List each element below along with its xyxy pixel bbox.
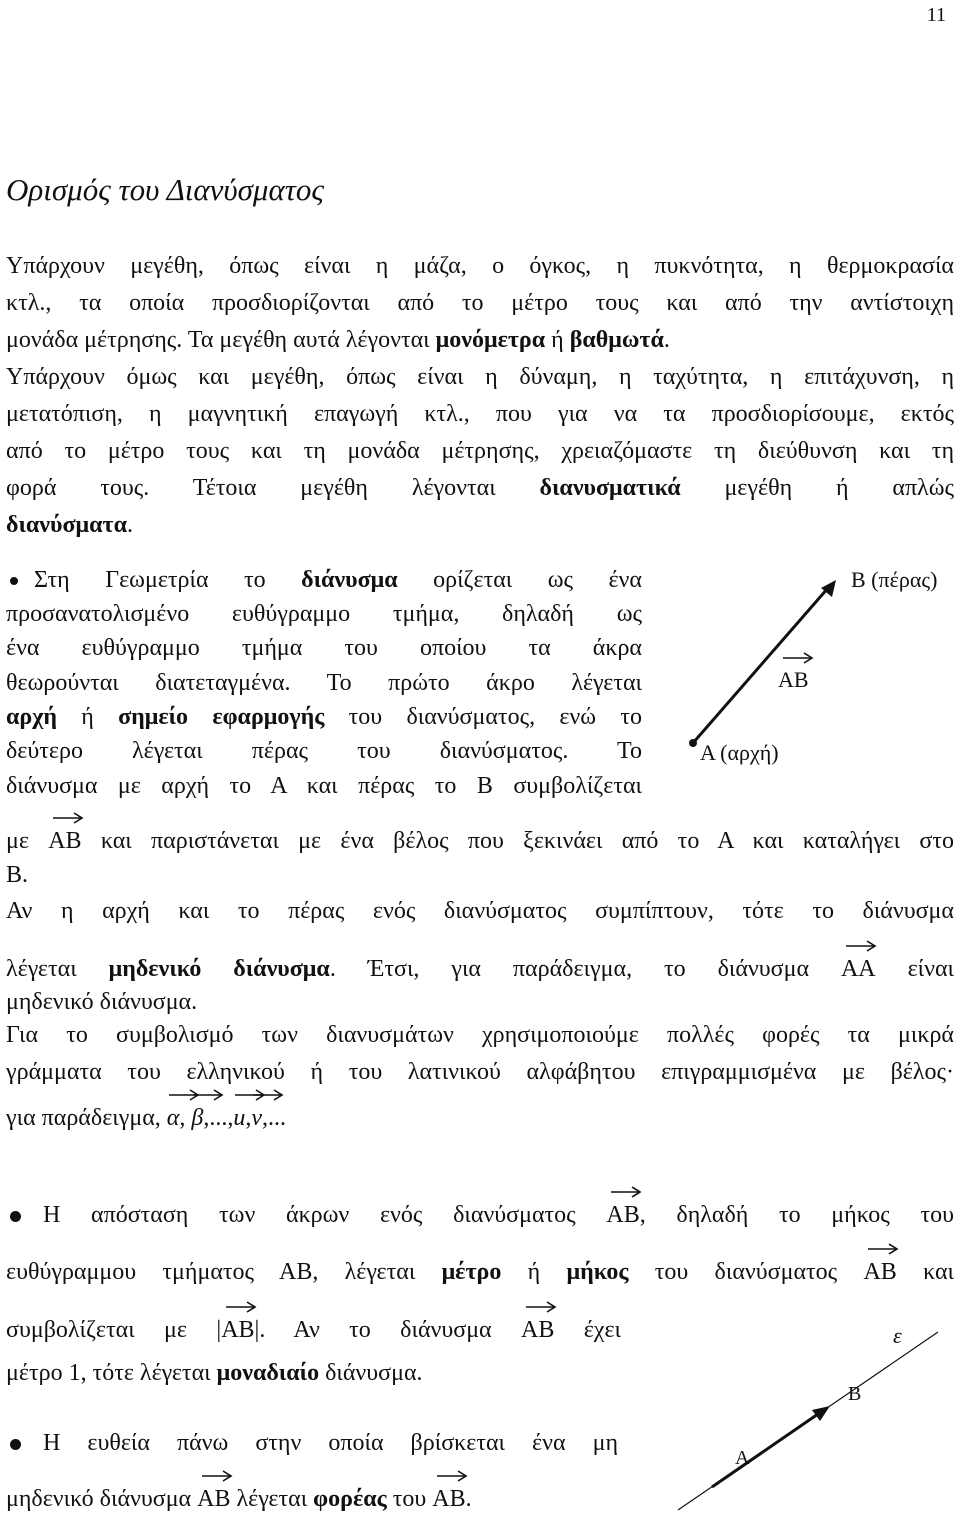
symbol-v: v	[251, 1105, 262, 1131]
diagram-label-vector: ΑΒ	[778, 667, 809, 693]
definition-line-7: διάνυσμα με αρχή το Α και πέρας το Β συμβολίζεται	[6, 773, 642, 799]
bullet-icon	[10, 577, 18, 585]
carrier-line-2: μηδενικό διάνυσμα ΑΒ λέγεται φορέας του ΑΒ.	[6, 1485, 472, 1513]
carrier-vector-arrowhead	[812, 1406, 830, 1421]
diagram2-label-b: Β	[848, 1383, 862, 1405]
term-vathmota: βαθμωτά	[569, 327, 664, 353]
definition-line-12: μηδενικό διάνυσμα.	[6, 989, 198, 1015]
term-metro: μέτρο	[441, 1259, 502, 1285]
definition-line-10: Αν η αρχή και το πέρας ενός διανύσματος συμπίπτουν, τότε το διάνυσμα	[6, 898, 954, 924]
carrier-line-1: Η ευθεία πάνω στην οποία βρίσκεται ένα μη	[6, 1429, 618, 1457]
term-monometra: μονόμετρα	[435, 327, 546, 353]
term-midenikos: μηδενικό διάνυσμα	[108, 956, 330, 982]
carrier-vector-line	[712, 1414, 818, 1487]
term-foreas: φορέας	[313, 1486, 387, 1512]
definition-line-6: δεύτερο λέγεται πέρας του διανύσματος. Το	[6, 738, 642, 764]
diagram-label-start: Α (αρχή)	[700, 740, 779, 765]
vector-ab-start-dot	[689, 739, 697, 747]
definition-line-2: προσανατολισμένο ευθύγραμμο τμήμα, δηλαδή ως	[6, 601, 642, 627]
section-title: Ορισμός του Διανύσματος	[6, 172, 324, 207]
diagram-label-end: Β (πέρας)	[851, 567, 938, 592]
definition-line-3: ένα ευθύγραμμο τμήμα του οποίου τα άκρα	[6, 635, 642, 661]
intro-line-4: Υπάρχουν όμως και μεγέθη, όπως είναι η δύναμη, η ταχύτητα, η επιτάχυνση, η	[6, 364, 954, 390]
vector-ab-line	[693, 588, 828, 743]
term-mikos: μήκος	[566, 1259, 629, 1285]
intro-line-7: φορά τους. Τέτοια μεγέθη λέγονται διανυσματικά μεγέθη ή απλώς	[6, 475, 954, 501]
definition-line-5: αρχή ή σημείο εφαρμογής του διανύσματος, ενώ το	[6, 704, 642, 730]
bullet-icon	[10, 1439, 21, 1450]
definition-line-11: λέγεται μηδενικό διάνυσμα. Έτσι, για παράδειγμα, το διάνυσμα ΑΑ είναι	[6, 955, 954, 983]
definition-line-15: για παράδειγμα, α, β,..., u, v,...	[6, 1104, 286, 1132]
intro-line-2: κτλ., τα οποία προσδιορίζονται από το μέτρο τους και από την αντίστοιχη	[6, 290, 954, 316]
carrier-line-diagram	[670, 1320, 950, 1520]
diagram2-label-e: ε	[893, 1323, 902, 1348]
definition-line-9: Β.	[6, 862, 29, 888]
bullet-icon	[10, 1211, 21, 1222]
term-dianysmatika: διανυσματικά	[539, 475, 681, 501]
magnitude-line-1: Η απόσταση των άκρων ενός διανύσματος ΑΒ, δηλαδή το μήκος του	[6, 1201, 954, 1229]
symbol-alpha: α	[166, 1105, 180, 1131]
magnitude-line-3: συμβολίζεται με | ΑΒ|. Αν το διάνυσμα ΑΒ έχει	[6, 1316, 621, 1344]
page-number: 11	[926, 4, 946, 26]
intro-line-1: Υπάρχουν μεγέθη, όπως είναι η μάζα, ο όγκος, η πυκνότητα, η θερμοκρασία	[6, 253, 954, 279]
definition-line-4: θεωρούνται διατεταγμένα. Το πρώτο άκρο λέγεται	[6, 670, 642, 696]
term-simeio-efarmogis: σημείο εφαρμογής	[118, 704, 325, 730]
definition-line-1: Στη Γεωμετρία το διάνυσμα ορίζεται ως ένα	[6, 566, 642, 594]
intro-line-3: μονάδα μέτρησης. Τα μεγέθη αυτά λέγονται μονόμετρα ή βαθμωτά.	[6, 327, 670, 353]
symbol-u: u	[233, 1105, 246, 1131]
intro-line-8: διανύσματα.	[6, 512, 133, 538]
symbol-beta: β	[191, 1105, 204, 1131]
magnitude-line-4: μέτρο 1, τότε λέγεται μοναδιαίο διάνυσμα.	[6, 1360, 423, 1386]
definition-line-8: με ΑΒ και παριστάνεται με ένα βέλος που ξεκινάει από το Α και καταλήγει στο	[6, 827, 954, 855]
term-dianysmata: διανύσματα	[6, 512, 127, 538]
term-archi: αρχή	[6, 704, 57, 730]
intro-line-5: μετατόπιση, η μαγνητική επαγωγή κτλ., που για να τα προσδιορίσουμε, εκτός	[6, 401, 954, 427]
diagram2-label-a: Α	[735, 1447, 750, 1469]
intro-line-6: από το μέτρο τους και τη μονάδα μέτρησης, χρειαζόμαστε τη διεύθυνση και τη	[6, 438, 954, 464]
magnitude-line-2: ευθύγραμμου τμήματος ΑΒ, λέγεται μέτρο ή μήκος του διανύσματος ΑΒ και	[6, 1258, 954, 1286]
definition-line-14: γράμματα του ελληνικού ή του λατινικού αλφάβητου επιγραμμισμένα με βέλος·	[6, 1059, 954, 1085]
definition-line-13: Για το συμβολισμό των διανυσμάτων χρησιμοποιούμε πολλές φορές τα μικρά	[6, 1022, 954, 1048]
term-monadiaio: μοναδιαίο	[216, 1360, 320, 1386]
term-dianysma: διάνυσμα	[301, 567, 398, 593]
